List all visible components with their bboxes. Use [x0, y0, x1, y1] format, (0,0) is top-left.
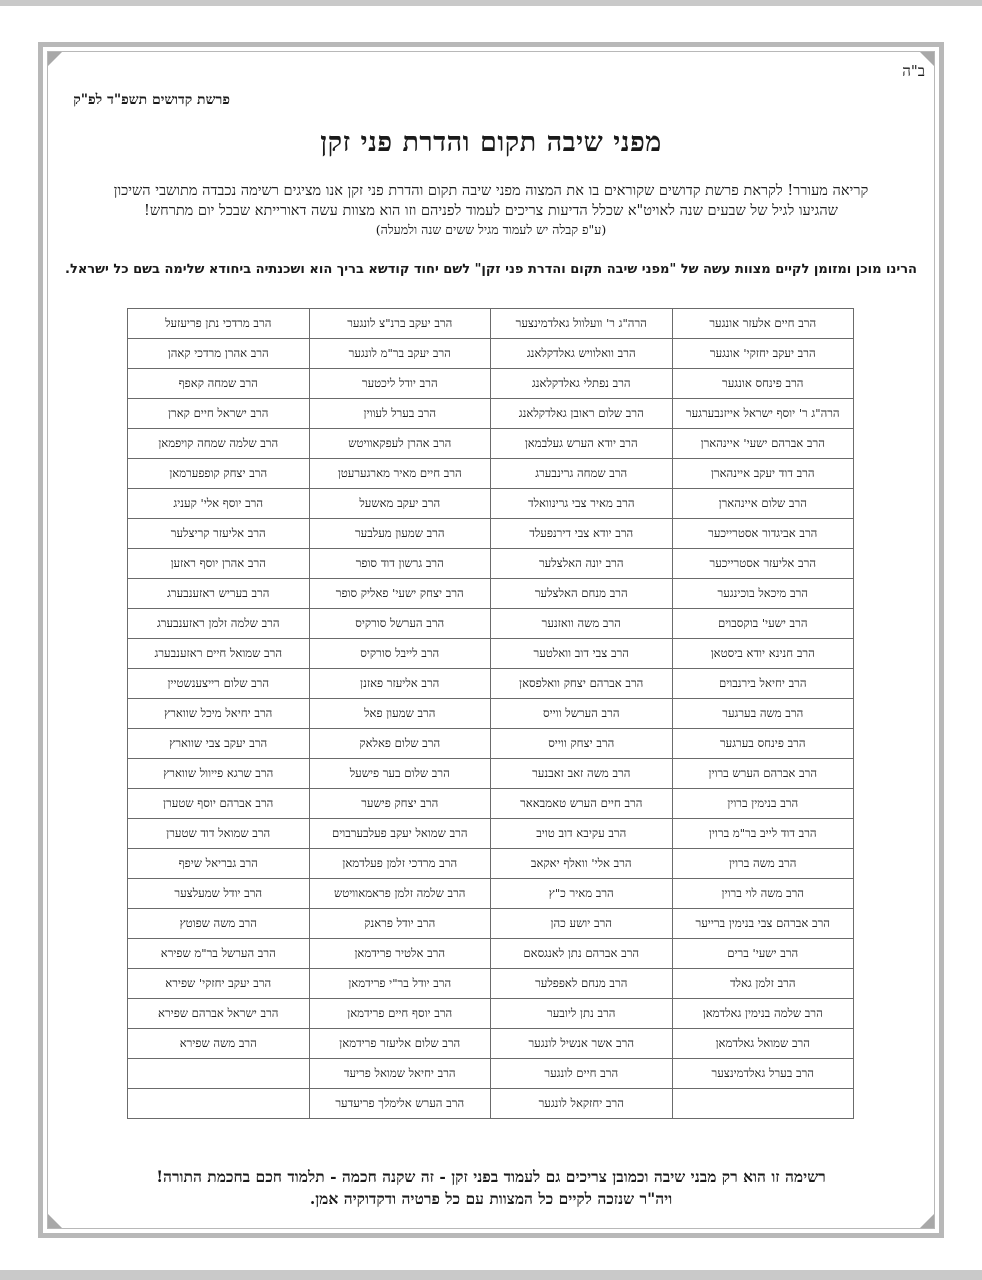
name-cell: הרב יודל בר"י פרידמאן [309, 969, 491, 999]
bottom-edge-bar [0, 1270, 982, 1280]
table-row [128, 1089, 854, 1119]
name-cell: הרב משה בערגער [672, 699, 854, 729]
name-cell: הרב שמואל דוד שטערן [128, 819, 310, 849]
name-cell: הרב שלמה שמחה קויפמאן [128, 429, 310, 459]
intro-line-1: קריאה מעורר! לקראת פרשת קדושים שקוראים בו את המצוה מפני שיבה תקום והדרת פני זקן אנו מציגים רשימה נכבדה מתושבי השיכון [113, 183, 869, 199]
name-cell: הרב גרשון דוד סופר [309, 549, 491, 579]
name-cell: הרב אליעזר פאזנן [309, 669, 491, 699]
name-cell: הרב יודל שמעלצער [128, 879, 310, 909]
name-cell: הרב שלום פאלאק [309, 729, 491, 759]
closing-line-2: ויה"ר שנזכה לקיים כל המצוות עם כל פרטיה ודקדוקיה אמן. [309, 1189, 673, 1208]
name-cell [128, 1059, 310, 1089]
name-cell: הרב אהרן יוסף ראזען [128, 549, 310, 579]
name-cell: הרב יעקב יחזקי' שפירא [128, 969, 310, 999]
name-cell: הרב יושע כהן [491, 909, 673, 939]
name-cell: הרב אביגדור אסטרייכער [672, 519, 854, 549]
name-cell: הרב אלטיר פרידמאן [309, 939, 491, 969]
name-cell: הרב שלום ראובן גאלדקלאנג [491, 399, 673, 429]
name-cell: הרב משה זאב זאבנער [491, 759, 673, 789]
intro-line-2: שהגיעו לגיל של שבעים שנה לאויט"א שכלל הדיעות צריכים לעמוד לפניהם וזו הוא מצוות עשה דאורייתא שבכל יום מתרחש! [144, 203, 838, 219]
table-row [128, 399, 854, 429]
name-cell: הרב אליעזר קריצלער [128, 519, 310, 549]
name-cell: הרב חיים לונגער [491, 1059, 673, 1089]
name-cell: הרב מרדכי נתן פריעזעל [128, 309, 310, 339]
name-cell: הרה"ג ר' וועלוול גאלדמינצער [491, 309, 673, 339]
closing-line-1: רשימה זו הוא רק מבני שיבה וכמובן צריכים גם לעמוד בפני זקן - זה שקנה חכמה - תלמוד חכם בחכמת התורה! [156, 1167, 826, 1186]
name-cell: הרב שרגא פייוול שווארץ [128, 759, 310, 789]
table-row [128, 339, 854, 369]
name-cell: הרב אברהם יצחק וואלפסאן [491, 669, 673, 699]
table-row [128, 429, 854, 459]
name-cell: הרב שמואל יעקב פעלבערבוים [309, 819, 491, 849]
closing-text [66, 1166, 916, 1210]
name-cell: הרב מנחם לאפפלער [491, 969, 673, 999]
name-cell: הרב שמחה גרינבערג [491, 459, 673, 489]
name-cell: הרב עקיבא דוב טויב [491, 819, 673, 849]
table-row [128, 489, 854, 519]
table-row [128, 609, 854, 639]
name-cell: הרב מרדכי זלמן פעלדמאן [309, 849, 491, 879]
name-cell: הרב חנינא יודא ביסטאן [672, 639, 854, 669]
bh-heading: ב"ה [902, 62, 925, 80]
name-cell: הרב הערשל ווייס [491, 699, 673, 729]
table-row [128, 549, 854, 579]
corner-ornament-bottom-left [48, 1214, 62, 1228]
name-cell: הרב הערש אלימלך פריעדער [309, 1089, 491, 1119]
name-cell: הרב שלום רייצענשטיין [128, 669, 310, 699]
table-row [128, 759, 854, 789]
name-cell: הרב משה שפירא [128, 1029, 310, 1059]
name-cell: הרב לייבל סורקיס [309, 639, 491, 669]
top-edge-bar [0, 0, 982, 6]
name-cell: הרב יודל פראנק [309, 909, 491, 939]
intro-paragraph [66, 181, 916, 239]
name-cell: הרב יחזקאל לונגער [491, 1089, 673, 1119]
name-cell: הרב אהרן מרדכי קאהן [128, 339, 310, 369]
name-cell: הרב יוסף חיים פרידמאן [309, 999, 491, 1029]
name-cell: הרב נפתלי גאלדקלאנג [491, 369, 673, 399]
name-cell: הרב משה לוי ברוין [672, 879, 854, 909]
name-cell: הרב יעקב בר"מ לונגער [309, 339, 491, 369]
name-cell: הרב דוד יעקב איינהארן [672, 459, 854, 489]
name-cell: הרב בערל גאלדמינצער [672, 1059, 854, 1089]
name-cell: הרב שמחה קאפף [128, 369, 310, 399]
table-row [128, 369, 854, 399]
name-cell: הרב שמואל חיים ראזענבערג [128, 639, 310, 669]
name-cell: הרב יחיאל מיכל שווארץ [128, 699, 310, 729]
name-cell: הרב בעריש ראזענבערג [128, 579, 310, 609]
name-cell: הרב שמואל גאלדמאן [672, 1029, 854, 1059]
name-cell: הרב צבי דוב וואלטער [491, 639, 673, 669]
name-cell: הרב הערשל בר"מ שפירא [128, 939, 310, 969]
name-cell: הרב מיכאל בוכינגער [672, 579, 854, 609]
name-cell: הרב שמעון פאל [309, 699, 491, 729]
name-cell: הרב אברהם ישעי' איינהארן [672, 429, 854, 459]
name-cell: הרב יצחק קופפערמאן [128, 459, 310, 489]
corner-ornament-bottom-right [920, 1214, 934, 1228]
table-row [128, 639, 854, 669]
table-row [128, 519, 854, 549]
name-cell: הרב זלמן גאלד [672, 969, 854, 999]
table-row [128, 999, 854, 1029]
name-cell: הרב אליעזר אסטרייכער [672, 549, 854, 579]
names-table [127, 308, 854, 1119]
name-cell: הרב אהרן לעפקאוויטש [309, 429, 491, 459]
name-cell: הרב שלום אליעזר פרידמאן [309, 1029, 491, 1059]
name-cell: הרב שמעון מעלבער [309, 519, 491, 549]
name-cell: הרב חיים אלעזר אונגער [672, 309, 854, 339]
name-cell: הרב חיים הערש טאמבאאר [491, 789, 673, 819]
name-cell: הרב יודא הערש געלבמאן [491, 429, 673, 459]
table-row [128, 969, 854, 999]
name-cell: הרב שלמה בנימין גאלדמאן [672, 999, 854, 1029]
name-cell: הרב יודל ליכטער [309, 369, 491, 399]
table-row [128, 579, 854, 609]
name-cell: הרב פינחס בערגער [672, 729, 854, 759]
table-row [128, 819, 854, 849]
name-cell: הרב אברהם יוסף שטערן [128, 789, 310, 819]
name-cell: הרב נתן ליובער [491, 999, 673, 1029]
name-cell: הרב יעקב צבי שווארץ [128, 729, 310, 759]
name-cell: הרב יחיאל שמואל פריעד [309, 1059, 491, 1089]
table-row [128, 849, 854, 879]
name-cell: הרב ישעי' בוקסבוים [672, 609, 854, 639]
parsha-label: פרשת קדושים תשפ"ד לפ"ק [73, 92, 230, 108]
table-row [128, 1059, 854, 1089]
name-cell: הרב ישראל אברהם שפירא [128, 999, 310, 1029]
table-row [128, 1029, 854, 1059]
name-cell: הרב מנחם האלצלער [491, 579, 673, 609]
name-cell: הרב הערשל סורקיס [309, 609, 491, 639]
name-cell: הרב שלמה זלמן פראמאוויטש [309, 879, 491, 909]
page-title: מפני שיבה תקום והדרת פני זקן [320, 127, 662, 158]
name-cell: הרב אשר אנשיל לונגער [491, 1029, 673, 1059]
table-row [128, 789, 854, 819]
name-cell: הרב בערל לעווין [309, 399, 491, 429]
name-cell: הרב ישראל חיים קארן [128, 399, 310, 429]
name-cell: הרב יעקב ברנ"צ לונגער [309, 309, 491, 339]
table-row [128, 669, 854, 699]
name-cell: הרב יצחק פישער [309, 789, 491, 819]
name-cell: הרה"ג ר' יוסף ישראל אייזנבערגער [672, 399, 854, 429]
name-cell: הרב יונה האלצלער [491, 549, 673, 579]
table-row [128, 459, 854, 489]
table-row [128, 909, 854, 939]
name-cell: הרב גבריאל שיפף [128, 849, 310, 879]
name-cell: הרב אברהם נתן לאנגסאם [491, 939, 673, 969]
name-cell [672, 1089, 854, 1119]
name-cell: הרב יצחק ישעי' פאליק סופר [309, 579, 491, 609]
name-cell: הרב יצחק ווייס [491, 729, 673, 759]
table-row [128, 309, 854, 339]
name-cell: הרב יעקב יחזקי' אונגער [672, 339, 854, 369]
name-cell: הרב ישעי' ברים [672, 939, 854, 969]
name-cell: הרב שלום איינהארן [672, 489, 854, 519]
table-row [128, 939, 854, 969]
name-cell: הרב יודא צבי דירנפעלד [491, 519, 673, 549]
name-cell: הרב יחיאל בירנבוים [672, 669, 854, 699]
corner-ornament-top-left [48, 52, 62, 66]
name-cell: הרב חיים מאיר מארגערעטן [309, 459, 491, 489]
name-cell: הרב אלי' וואלף יאקאב [491, 849, 673, 879]
commitment-statement: הרינו מוכן ומזומן לקיים מצוות עשה של "מפני שיבה תקום והדרת פני זקן" לשם יחוד קודשא בריך הוא ושכנתיה ביחודא שלימה בשם כל ישראל. [65, 262, 917, 277]
name-cell: הרב שלמה זלמן ראזענבערג [128, 609, 310, 639]
name-cell: הרב משה ברוין [672, 849, 854, 879]
name-cell: הרב אברהם הערש ברוין [672, 759, 854, 789]
name-cell: הרב פינחס אונגער [672, 369, 854, 399]
table-row [128, 699, 854, 729]
name-cell [128, 1089, 310, 1119]
intro-note: (ע"פ קבלה יש לעמוד מגיל ששים שנה ולמעלה) [375, 222, 607, 237]
name-cell: הרב יוסף אלי' קעניג [128, 489, 310, 519]
table-row [128, 729, 854, 759]
name-cell: הרב שלום בער פישעל [309, 759, 491, 789]
name-cell: הרב דוד לייב בר"מ ברוין [672, 819, 854, 849]
name-cell: הרב משה וואזנער [491, 609, 673, 639]
name-cell: הרב יעקב מאשעל [309, 489, 491, 519]
table-row [128, 879, 854, 909]
name-cell: הרב בנימין ברוין [672, 789, 854, 819]
name-cell: הרב מאיר צבי גרינוואלד [491, 489, 673, 519]
name-cell: הרב אברהם צבי בנימין ברייער [672, 909, 854, 939]
name-cell: הרב משה שפוטץ [128, 909, 310, 939]
name-cell: הרב מאיר כ"ץ [491, 879, 673, 909]
name-cell: הרב וואלוויש גאלדקלאנג [491, 339, 673, 369]
